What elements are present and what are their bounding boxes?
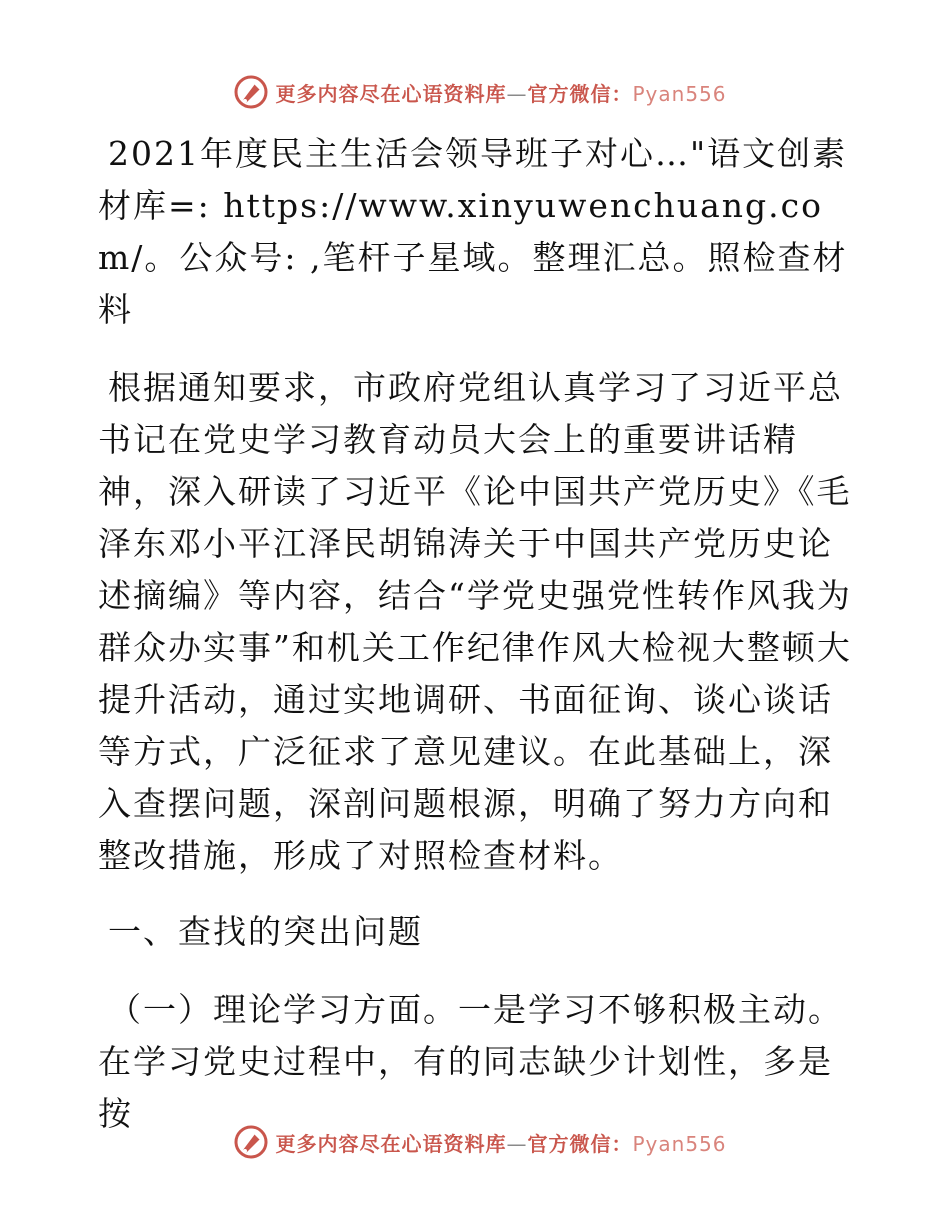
footer-watermark (0, 1122, 950, 1162)
document-body (98, 128, 858, 1164)
watermark-account-id: Pyan556 (632, 81, 727, 106)
intro-paragraph (98, 362, 858, 882)
watermark-separator: — (506, 81, 528, 106)
watermark-channel-text: 官方微信： (527, 1131, 633, 1156)
theory-study-paragraph (98, 984, 858, 1140)
watermark-account-id: Pyan556 (632, 1131, 727, 1156)
watermark-main-text: 更多内容尽在心语资料库 (275, 1131, 507, 1156)
watermark-separator: — (506, 1131, 528, 1156)
section-heading-text: 一、查找的突出问题 (108, 912, 423, 951)
watermark-text (275, 1128, 726, 1157)
pen-nib-logo-icon (233, 74, 269, 110)
section-heading (98, 906, 858, 958)
document-title (98, 128, 858, 336)
watermark-channel-text: 官方微信： (527, 81, 633, 106)
intro-paragraph-text: 根据通知要求，市政府党组认真学习了习近平总书记在党史学习教育动员大会上的重要讲话精神，深入研读了习近平《论中国共产党历史》《毛泽东邓小平江泽民胡锦涛关于中国共产党历史论述摘编》等内容，结合“学党史强党性转作风我为群众办实事”和机关工作纪律作风大检视大整顿大提升活动，通过实地调研、书面征询、谈心谈话等方式，广泛征求了意见建议。在此基础上，深入查摆问题，深剖问题根源，明确了努力方向和整改措施，形成了对照检查材料。 (98, 368, 852, 875)
pen-nib-logo-icon (233, 1124, 269, 1160)
watermark-text (275, 78, 726, 107)
document-title-text: 2021年度民主生活会领导班子对心…"语文创素材库=: https://www.xinyuwenchuang.com/。公众号: ,笔杆子星域。整理汇总。照检查材料 (98, 134, 848, 329)
watermark-main-text: 更多内容尽在心语资料库 (275, 81, 507, 106)
theory-study-paragraph-text: （一）理论学习方面。一是学习不够积极主动。在学习党史过程中，有的同志缺少计划性，多是按 (98, 990, 843, 1133)
header-watermark (0, 72, 950, 112)
